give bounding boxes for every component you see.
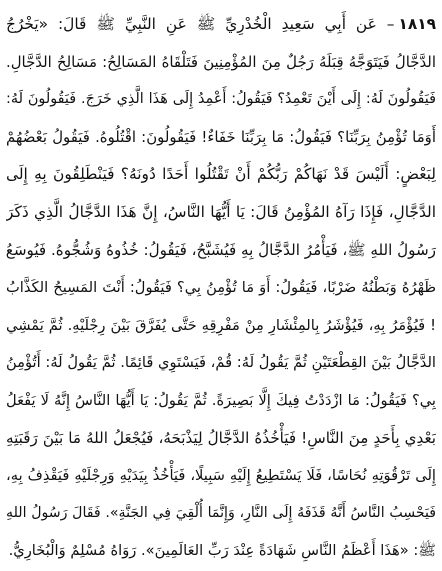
text-line-3: فَيَقُولُونَ لَهُ: إِلَى أَيْنَ تَعْمِدُ؟ فَيَقُولُ: أَعْمِدُ إِلَى هَذَا الَّذِي خَرَجَ. فَيَقُولُونَ لَهُ: [6,91,436,108]
text-line-5: لِبَعْضٍ: أَلَيْسَ قَدْ نَهَاكُمْ رَبُّكُمْ أَنْ تَقْتُلُوا أَحَدًا دُونَهُ؟ فَيَنْطَلِقُونَ بِهِ إِلَى [6,165,436,184]
text-line-11: بِي؟ فَيَقُولُ: مَا ازْدَدْتُ فِيكَ إِلَّا بَصِيرَةً. ثُمَّ يَقُولُ: يَا أَيُّهَا النَّاسُ إِنَّهُ لَا يَفْعَلُ [6,391,436,409]
text-line-9: ! فَيُؤْمَرُ بِهِ، فَيُؤْشَرُ بِالمِئْشَارِ مِنْ مَفْرِقِهِ حَتَّى يُفَرَّقَ بَيْنَ رِجْلَيْهِ. ثُمَّ يَمْشِي [6,316,436,334]
text-line-6: الدَّجَّالِ، فَإِذَا رَآهُ المُؤْمِنُ قَالَ: يَا أَيُّهَا النَّاسُ، إِنَّ هَذَا الدَّجَّالُ الَّذِي ذَكَرَ [6,202,436,221]
text-line-15: ﷺ: «هَذَا أَعْظَمُ النَّاسِ شَهَادَةً عِنْدَ رَبِّ العَالَمِينَ». رَوَاهُ مُسْلِمٌ وَالْبُخَارِيُّ. [8,542,436,560]
text-line-7: رَسُولُ اللهِ ﷺ، فَيَأْمُرُ الدَّجَّالُ بِهِ فَيُشَبَّحُ، فَيَقُولُ: خُذُوهُ وَشُجُّوهُ. فَيُوسَعُ [6,240,436,259]
text-line-10: الدَّجَّالُ بَيْنَ القِطْعَتَيْنِ ثُمَّ يَقُولُ لَهُ: قُمْ، فَيَسْتَوِي قَائِمًا. ثُمَّ يَقُولُ لَهُ: أَتُؤْمِنُ [6,354,436,372]
text-line-14: فَيَحْسِبُ النَّاسُ أَنَّهُ قَذَفَهُ إِلَى النَّارِ، وَإِنَّمَا أُلْقِيَ فِي الجَنَّةِ». فَقَالَ رَسُولُ اللهِ [6,504,436,521]
text-line-13: إِلَى تَرْقُوَتِهِ نُحَاسًا، فَلَا يَسْتَطِيعُ إِلَيْهِ سَبِيلًا، فَيَأْخُذُ بِيَدَيْهِ وَرِجْلَيْهِ فَيَقْذِفُ بِهِ، [6,467,436,485]
hadith-number: ١٨١٩ [398,15,436,33]
text-line-4: أَوَمَا تُؤْمِنُ بِرَبِّنَا؟ فَيَقُولُ: مَا بِرَبِّنَا خَفَاءٌ! فَيَقُولُونَ: اقْتُلُوهُ. فَيَقُولُ بَعْضُهُمْ [6,127,436,146]
line-1-text: – عَن أَبِي سَعِيدِ الْخُدْرِيِّ ﷺ عَنِ النَّبِيِّ ﷺ قَالَ: «يَخْرُجُ [6,15,395,33]
text-line-2: الدَّجَّالُ فَيَتَوَجَّهُ قِبَلَهُ رَجُلٌ مِنَ المُؤْمِنِينَ فَتَلْقَاهُ المَسَالِحُ: مَسَالِحُ الدَّجَّالِ. [6,52,436,71]
text-line-1 [6,6,436,44]
text-line-12: بَعْدِي بِأَحَدٍ مِنَ النَّاسِ! فَيَأْخُذُهُ الدَّجَّالُ لِيَذْبَحَهُ، فَيُجْعَلُ اللهُ مَا بَيْنَ رَقَبَتِهِ [6,428,436,447]
text-line-8: ظَهْرُهُ وَبَطْنُهُ ضَرْبًا، فَيَقُولُ: أَوَ مَا تُؤْمِنُ بِي؟ فَيَقُولُ: أَنْتَ المَسِيحُ الكَذَّابُ [6,279,436,297]
